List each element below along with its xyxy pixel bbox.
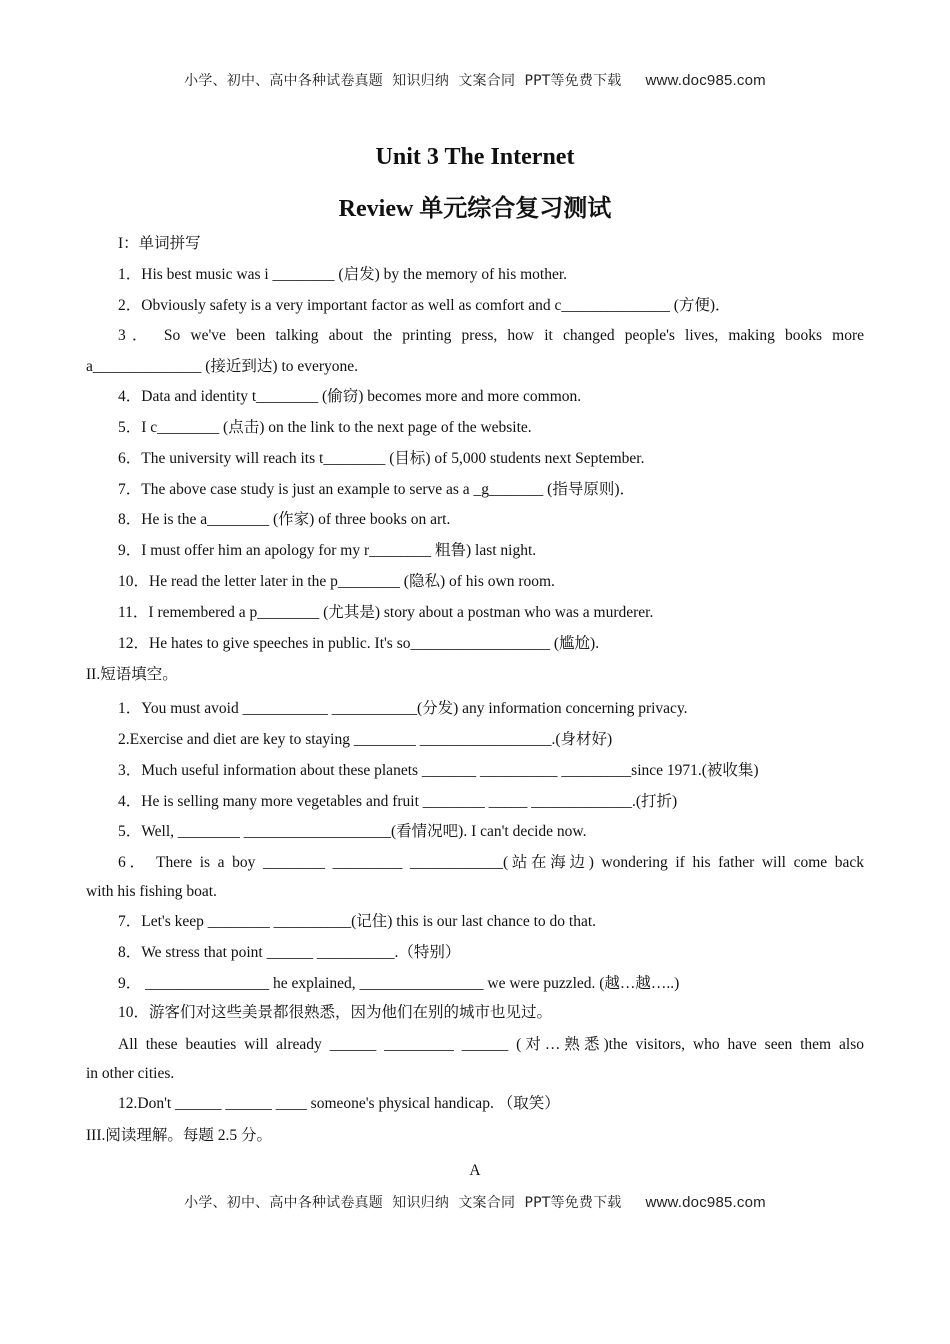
s2-item-6-cont: with his fishing boat. bbox=[86, 883, 217, 900]
s2-item-1: 1．You must avoid ___________ ___________(分发) any information concerning privacy. bbox=[118, 700, 688, 717]
s1-item-1: 1．His best music was i ________ (启发) by the memory of his mother. bbox=[118, 266, 568, 283]
s1-item-3: 3． So we've been talking about the printing press, how it changed people's lives, making books more bbox=[118, 327, 864, 344]
s1-item-4: 4．Data and identity t________ (偷窃) becomes more and more common. bbox=[118, 388, 582, 405]
s2-item-4: 4．He is selling many more vegetables and fruit ________ _____ _____________.(打折) bbox=[118, 793, 678, 810]
s1-item-6: 6．The university will reach its t________ (目标) of 5,000 students next September. bbox=[118, 450, 645, 467]
page-header-bottom bbox=[0, 1192, 950, 1212]
header-url[interactable]: www.doc985.com bbox=[645, 72, 766, 89]
s1-item-5: 5．I c________ (点击) on the link to the next page of the website. bbox=[118, 419, 532, 436]
s1-item-9: 9．I must offer him an apology for my r________ 粗鲁) last night. bbox=[118, 542, 537, 559]
header-text: 小学、初中、高中各种试卷真题 知识归纳 文案合同 PPT等免费下载 bbox=[184, 73, 622, 89]
s1-item-12: 12．He hates to give speeches in public. It's so__________________ (尴尬). bbox=[118, 635, 600, 652]
s2-item-10: 10．游客们对这些美景都很熟悉，因为他们在别的城市也见过。 bbox=[118, 1004, 553, 1021]
section1-heading: I：单词拼写 bbox=[118, 235, 201, 252]
s2-item-12: 12.Don't ______ ______ ____ someone's physical handicap. （取笑） bbox=[118, 1095, 560, 1112]
s2-item-9: 9． ________________ he explained, ________________ we were puzzled. (越…越…..) bbox=[118, 975, 680, 992]
s1-item-10: 10．He read the letter later in the p________ (隐私) of his own room. bbox=[118, 573, 555, 590]
s1-item-3-cont: a______________ (接近到达) to everyone. bbox=[86, 358, 359, 375]
s1-item-2: 2．Obviously safety is a very important factor as well as comfort and c______________ (方便)． bbox=[118, 297, 731, 314]
passage-label: A bbox=[469, 1162, 481, 1179]
s2-item-7: 7．Let's keep ________ __________(记住) this is our last chance to do that. bbox=[118, 913, 597, 930]
section2-heading: II.短语填空。 bbox=[86, 666, 178, 683]
s2-item-6: 6． There is a boy ________ _________ ____________(站在海边) wondering if his father will come back bbox=[118, 854, 864, 871]
section3-heading: III.阅读理解。每题 2.5 分。 bbox=[86, 1127, 272, 1144]
s1-item-7: 7．The above case study is just an example to serve as a _g_______ (指导原则)． bbox=[118, 481, 635, 498]
title-line-1: Unit 3 The Internet bbox=[375, 144, 575, 170]
footer-text: 小学、初中、高中各种试卷真题 知识归纳 文案合同 PPT等免费下载 bbox=[184, 1195, 622, 1211]
s2-item-10-english: All these beauties will already ______ _________ ______ (对…熟悉)the visitors, who have seen them also bbox=[118, 1036, 864, 1053]
footer-url[interactable]: www.doc985.com bbox=[645, 1194, 766, 1211]
s2-item-8: 8．We stress that point ______ __________.（特别） bbox=[118, 944, 461, 961]
s1-item-11: 11．I remembered a p________ (尤其是) story about a postman who was a murderer. bbox=[118, 604, 654, 621]
title-line-2: Review 单元综合复习测试 bbox=[338, 196, 612, 222]
s2-item-10-cont: in other cities. bbox=[86, 1065, 175, 1082]
page-header-top bbox=[0, 70, 950, 90]
s1-item-8: 8．He is the a________ (作家) of three books on art. bbox=[118, 511, 451, 528]
s2-item-5: 5．Well, ________ ___________________(看情况吧). I can't decide now. bbox=[118, 823, 587, 840]
s2-item-2: 2.Exercise and diet are key to staying ________ _________________.(身材好) bbox=[118, 731, 613, 748]
s2-item-3: 3．Much useful information about these planets _______ __________ _________since 1971.(被收集) bbox=[118, 762, 759, 779]
